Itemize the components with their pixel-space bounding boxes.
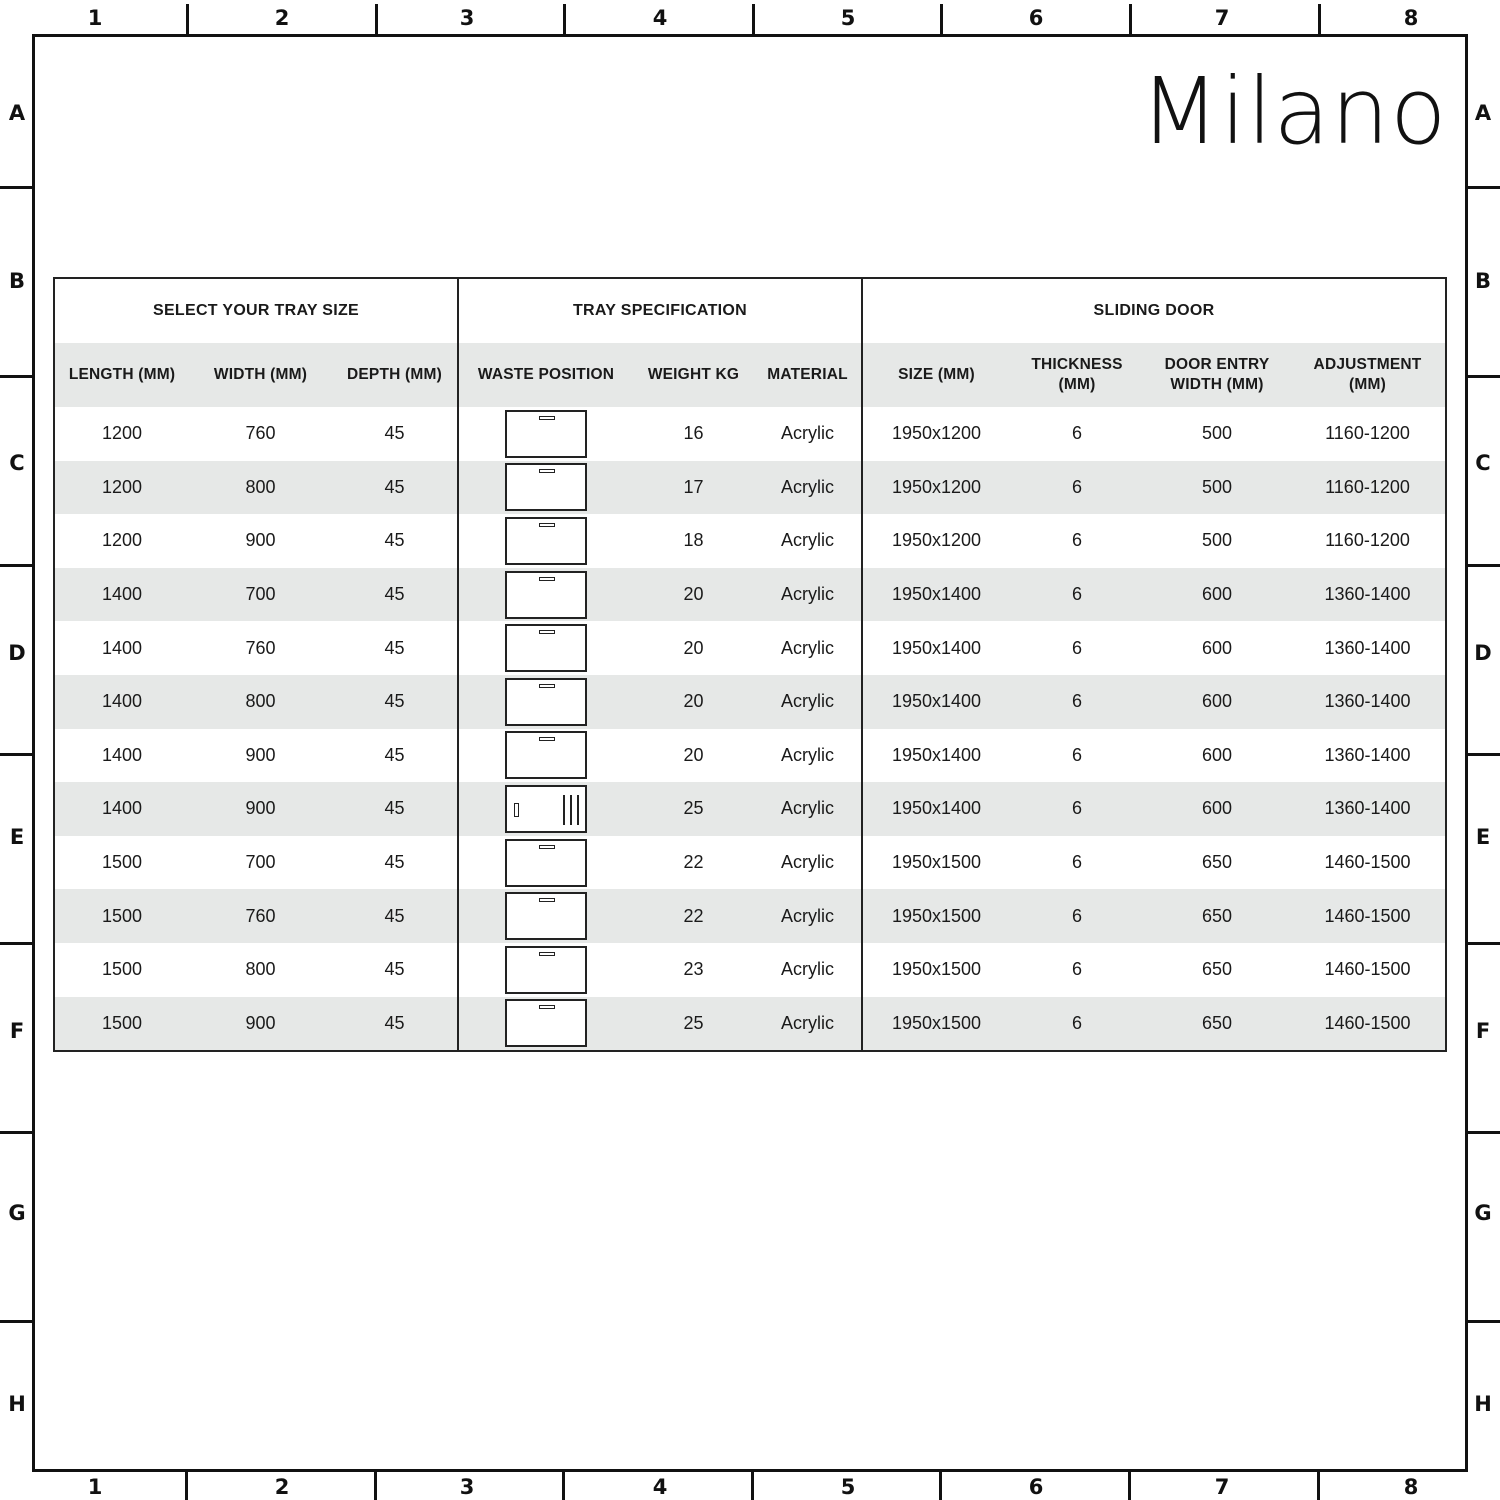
ruler-column-label-bottom: 1 — [87, 1475, 103, 1499]
ruler-tick-left — [0, 1320, 33, 1323]
cell-depth: 45 — [332, 729, 459, 783]
waste-position-cell — [459, 997, 633, 1051]
ruler-row-label-right: E — [1475, 825, 1491, 849]
cell-material: Acrylic — [754, 621, 863, 675]
table-row — [55, 836, 1445, 890]
cell-weight: 25 — [683, 1012, 704, 1033]
cell-entry: 500 — [1201, 530, 1233, 551]
cell-entry: 500 — [1201, 476, 1233, 497]
cell-width: 900 — [245, 530, 276, 551]
waste-position-cell — [459, 729, 633, 783]
header-width: WIDTH (MM) — [213, 366, 308, 383]
ruler-tick-top — [1129, 4, 1132, 35]
group-sliding-door: SLIDING DOOR — [1093, 302, 1215, 319]
ruler-column-label-bottom: 4 — [652, 1475, 668, 1499]
ruler-column-label-top: 3 — [459, 6, 475, 30]
table-row — [55, 889, 1445, 943]
ruler-tick-top — [752, 4, 755, 35]
cell-width: 900 — [245, 744, 276, 765]
ruler-row-label-left: H — [8, 1392, 26, 1416]
group-tray-specification: TRAY SPECIFICATION — [459, 279, 863, 343]
table-row — [55, 675, 1445, 729]
cell-entry: 600 — [1201, 798, 1233, 819]
table-row — [55, 407, 1445, 461]
waste-outlet-mark — [539, 523, 555, 527]
cell-entry: 650 — [1201, 852, 1233, 873]
waste-position-cell — [459, 675, 633, 729]
cell-material: Acrylic — [754, 514, 863, 568]
cell-weight: 23 — [683, 959, 704, 980]
ruler-tick-right — [1467, 375, 1500, 378]
cell-size: 1950x1400 — [891, 584, 982, 605]
waste-position-cell — [459, 568, 633, 622]
waste-position-cell — [459, 407, 633, 461]
cell-depth: 45 — [332, 675, 459, 729]
cell-material: Acrylic — [754, 407, 863, 461]
cell-adjustment: 1360-1400 — [1324, 798, 1411, 819]
cell-material: Acrylic — [754, 943, 863, 997]
end-slot-icon — [505, 839, 587, 887]
cell-thickness: 6 — [1071, 744, 1082, 765]
cell-length: 1400 — [101, 744, 143, 765]
ruler-tick-right — [1467, 942, 1500, 945]
cell-depth: 45 — [332, 836, 459, 890]
waste-outlet-mark — [539, 577, 555, 581]
waste-outlet-mark — [539, 1005, 555, 1009]
ruler-column-label-top: 8 — [1403, 6, 1419, 30]
ruler-column-label-bottom: 7 — [1214, 1475, 1230, 1499]
ruler-row-label-left: D — [8, 641, 26, 665]
header-material: MATERIAL — [754, 343, 863, 407]
cell-depth: 45 — [332, 407, 459, 461]
ruler-tick-top — [375, 4, 378, 35]
cell-width: 700 — [245, 852, 276, 873]
cell-depth: 45 — [332, 461, 459, 515]
cell-length: 1400 — [101, 691, 143, 712]
ruler-tick-top — [1318, 4, 1321, 35]
cell-thickness: 6 — [1071, 959, 1082, 980]
cell-length: 1200 — [101, 530, 143, 551]
waste-position-cell — [459, 621, 633, 675]
column-header-row — [55, 343, 1445, 407]
waste-position-cell — [459, 782, 633, 836]
cell-size: 1950x1500 — [891, 905, 982, 926]
cell-weight: 20 — [683, 691, 704, 712]
ruler-row-label-left: G — [8, 1201, 26, 1225]
end-slot-icon — [505, 410, 587, 458]
cell-adjustment: 1160-1200 — [1325, 423, 1410, 444]
cell-length: 1500 — [101, 905, 143, 926]
ruler-row-label-left: C — [9, 451, 25, 475]
ruler-row-label-left: A — [8, 101, 26, 125]
cell-length: 1400 — [101, 798, 143, 819]
waste-position-cell — [459, 836, 633, 890]
cell-adjustment: 1160-1200 — [1325, 530, 1410, 551]
grille-line — [577, 795, 579, 825]
cell-entry: 500 — [1201, 423, 1233, 444]
group-header-row — [55, 279, 1445, 343]
cell-length: 1200 — [101, 476, 143, 497]
ruler-tick-right — [1467, 1131, 1500, 1134]
cell-length: 1400 — [101, 584, 143, 605]
group-tray-size: SELECT YOUR TRAY SIZE — [55, 279, 459, 343]
cell-size: 1950x1400 — [891, 798, 982, 819]
ruler-tick-bottom — [185, 1470, 188, 1500]
ruler-tick-bottom — [751, 1470, 754, 1500]
cell-width: 800 — [245, 476, 276, 497]
ruler-row-label-right: H — [1474, 1392, 1492, 1416]
ruler-tick-bottom — [939, 1470, 942, 1500]
cell-weight: 25 — [683, 798, 704, 819]
cell-thickness: 6 — [1071, 691, 1082, 712]
cell-weight: 20 — [683, 637, 704, 658]
cell-entry: 650 — [1201, 905, 1233, 926]
cell-thickness: 6 — [1071, 476, 1082, 497]
waste-outlet-mark — [539, 898, 555, 902]
cell-material: Acrylic — [754, 568, 863, 622]
ruler-tick-bottom — [1128, 1470, 1131, 1500]
ruler-tick-bottom — [1317, 1470, 1320, 1500]
ruler-column-label-bottom: 5 — [840, 1475, 856, 1499]
cell-depth: 45 — [332, 621, 459, 675]
ruler-tick-right — [1467, 186, 1500, 189]
cell-adjustment: 1360-1400 — [1324, 691, 1411, 712]
cell-depth: 45 — [332, 568, 459, 622]
cell-material: Acrylic — [754, 889, 863, 943]
cell-size: 1950x1400 — [891, 691, 982, 712]
cell-entry: 650 — [1201, 1012, 1233, 1033]
cell-width: 900 — [245, 798, 276, 819]
table-row — [55, 568, 1445, 622]
header-adjustment: ADJUSTMENT (MM) — [1313, 356, 1422, 393]
cell-thickness: 6 — [1071, 637, 1082, 658]
table-row — [55, 943, 1445, 997]
end-slot-icon — [505, 999, 587, 1047]
frame-top — [33, 34, 1467, 37]
waste-outlet-mark — [514, 803, 519, 817]
cell-depth: 45 — [332, 997, 459, 1051]
side-waste-icon — [505, 785, 587, 833]
frame-bottom — [33, 1469, 1467, 1472]
cell-depth: 45 — [332, 889, 459, 943]
cell-width: 800 — [245, 959, 276, 980]
cell-width: 760 — [245, 637, 276, 658]
cell-adjustment: 1360-1400 — [1324, 637, 1411, 658]
table-row — [55, 782, 1445, 836]
ruler-tick-right — [1467, 1320, 1500, 1323]
header-depth: DEPTH (MM) — [332, 343, 459, 407]
cell-material: Acrylic — [754, 461, 863, 515]
cell-material: Acrylic — [754, 997, 863, 1051]
ruler-column-label-bottom: 3 — [459, 1475, 475, 1499]
waste-position-cell — [459, 889, 633, 943]
cell-material: Acrylic — [754, 729, 863, 783]
header-length: LENGTH (MM) — [68, 366, 176, 383]
cell-length: 1200 — [101, 423, 143, 444]
table-row — [55, 729, 1445, 783]
ruler-column-label-top: 4 — [652, 6, 668, 30]
cell-weight: 18 — [683, 530, 704, 551]
ruler-column-label-top: 6 — [1028, 6, 1044, 30]
ruler-column-label-top: 1 — [87, 6, 103, 30]
table-row — [55, 514, 1445, 568]
ruler-row-label-right: C — [1475, 451, 1491, 475]
cell-width: 700 — [245, 584, 276, 605]
cell-adjustment: 1360-1400 — [1324, 584, 1411, 605]
cell-adjustment: 1160-1200 — [1325, 476, 1410, 497]
cell-size: 1950x1500 — [891, 959, 982, 980]
milano-logo: Milano — [1140, 58, 1448, 165]
end-slot-icon — [505, 892, 587, 940]
cell-entry: 650 — [1201, 959, 1233, 980]
cell-length: 1400 — [101, 637, 143, 658]
cell-adjustment: 1460-1500 — [1324, 905, 1411, 926]
ruler-column-label-top: 5 — [840, 6, 856, 30]
ruler-row-label-left: E — [9, 825, 25, 849]
cell-material: Acrylic — [754, 782, 863, 836]
ruler-tick-left — [0, 564, 33, 567]
end-slot-icon — [505, 678, 587, 726]
cell-weight: 20 — [683, 744, 704, 765]
cell-material: Acrylic — [754, 836, 863, 890]
cell-size: 1950x1400 — [891, 637, 982, 658]
cell-length: 1500 — [101, 852, 143, 873]
end-slot-icon — [505, 731, 587, 779]
ruler-tick-bottom — [374, 1470, 377, 1500]
cell-weight: 20 — [683, 584, 704, 605]
cell-thickness: 6 — [1071, 852, 1082, 873]
ruler-row-label-right: B — [1474, 269, 1491, 293]
cell-weight: 22 — [683, 905, 704, 926]
cell-thickness: 6 — [1071, 584, 1082, 605]
cell-weight: 17 — [683, 476, 704, 497]
waste-outlet-mark — [539, 469, 555, 473]
table-row — [55, 997, 1445, 1051]
header-door-entry-width: DOOR ENTRY WIDTH (MM) — [1164, 356, 1270, 393]
cell-thickness: 6 — [1071, 905, 1082, 926]
ruler-tick-top — [186, 4, 189, 35]
ruler-column-label-bottom: 2 — [274, 1475, 290, 1499]
cell-adjustment: 1460-1500 — [1324, 852, 1411, 873]
cell-material: Acrylic — [754, 675, 863, 729]
waste-outlet-mark — [539, 737, 555, 741]
cell-length: 1500 — [101, 1012, 143, 1033]
end-slot-icon — [505, 571, 587, 619]
cell-entry: 600 — [1201, 584, 1233, 605]
ruler-tick-left — [0, 942, 33, 945]
ruler-row-label-left: B — [8, 269, 25, 293]
cell-thickness: 6 — [1071, 798, 1082, 819]
waste-position-cell — [459, 461, 633, 515]
ruler-tick-bottom — [562, 1470, 565, 1500]
cell-width: 760 — [245, 905, 276, 926]
cell-adjustment: 1460-1500 — [1324, 959, 1411, 980]
ruler-row-label-right: G — [1474, 1201, 1492, 1225]
waste-outlet-mark — [539, 845, 555, 849]
ruler-tick-top — [940, 4, 943, 35]
cell-size: 1950x1500 — [891, 1012, 982, 1033]
cell-entry: 600 — [1201, 744, 1233, 765]
table-body — [55, 407, 1445, 1050]
header-weight: WEIGHT KG — [647, 366, 740, 383]
end-slot-icon — [505, 517, 587, 565]
waste-position-cell — [459, 514, 633, 568]
cell-size: 1950x1400 — [891, 744, 982, 765]
cell-thickness: 6 — [1071, 1012, 1082, 1033]
cell-weight: 16 — [683, 423, 704, 444]
waste-outlet-mark — [539, 952, 555, 956]
header-waste-position: WASTE POSITION — [477, 366, 615, 383]
ruler-row-label-left: F — [9, 1019, 25, 1043]
end-slot-icon — [505, 946, 587, 994]
ruler-tick-right — [1467, 753, 1500, 756]
ruler-row-label-right: A — [1474, 101, 1492, 125]
cell-thickness: 6 — [1071, 530, 1082, 551]
cell-adjustment: 1360-1400 — [1324, 744, 1411, 765]
cell-depth: 45 — [332, 943, 459, 997]
header-size: SIZE (MM) — [898, 366, 975, 383]
header-thickness: THICKNESS (MM) — [1031, 356, 1123, 393]
ruler-tick-right — [1467, 564, 1500, 567]
cell-depth: 45 — [332, 514, 459, 568]
cell-size: 1950x1200 — [891, 476, 982, 497]
ruler-row-label-right: F — [1475, 1019, 1491, 1043]
ruler-tick-left — [0, 375, 33, 378]
ruler-tick-top — [563, 4, 566, 35]
waste-position-cell — [459, 943, 633, 997]
ruler-tick-left — [0, 753, 33, 756]
grille-lines — [563, 795, 581, 825]
cell-weight: 22 — [683, 852, 704, 873]
ruler-tick-left — [0, 1131, 33, 1134]
ruler-row-label-right: D — [1474, 641, 1492, 665]
cell-depth: 45 — [332, 782, 459, 836]
cell-entry: 600 — [1201, 637, 1233, 658]
cell-width: 760 — [245, 423, 276, 444]
ruler-column-label-bottom: 8 — [1403, 1475, 1419, 1499]
cell-size: 1950x1200 — [891, 423, 982, 444]
grille-line — [563, 795, 565, 825]
waste-outlet-mark — [539, 416, 555, 420]
ruler-tick-left — [0, 186, 33, 189]
cell-adjustment: 1460-1500 — [1324, 1012, 1411, 1033]
table-row — [55, 621, 1445, 675]
ruler-column-label-top: 2 — [274, 6, 290, 30]
waste-outlet-mark — [539, 630, 555, 634]
grille-line — [570, 795, 572, 825]
ruler-column-label-bottom: 6 — [1028, 1475, 1044, 1499]
cell-size: 1950x1500 — [891, 852, 982, 873]
cell-size: 1950x1200 — [891, 530, 982, 551]
table-row — [55, 461, 1445, 515]
cell-entry: 600 — [1201, 691, 1233, 712]
cell-width: 900 — [245, 1012, 276, 1033]
spec-table — [53, 277, 1447, 1052]
cell-width: 800 — [245, 691, 276, 712]
ruler-column-label-top: 7 — [1214, 6, 1230, 30]
waste-outlet-mark — [539, 684, 555, 688]
end-slot-icon — [505, 463, 587, 511]
cell-thickness: 6 — [1071, 423, 1082, 444]
end-slot-icon — [505, 624, 587, 672]
cell-length: 1500 — [101, 959, 143, 980]
